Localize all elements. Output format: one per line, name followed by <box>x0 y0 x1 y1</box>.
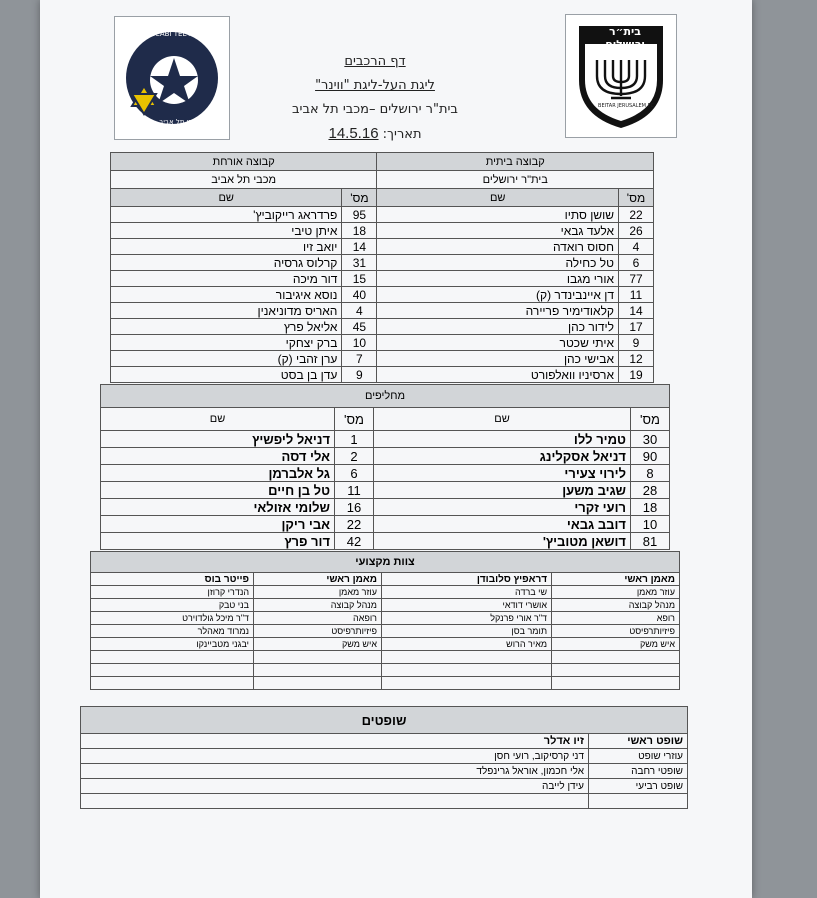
home-caption: קבוצה ביתית <box>377 153 654 171</box>
home-staff-name: דראפיץ סלובודן <box>381 573 551 586</box>
home-sub-number: 30 <box>631 431 670 448</box>
table-row <box>111 367 654 383</box>
referees-table <box>80 706 688 809</box>
away-player-name: פרדראג רייקוביץ' <box>111 207 342 223</box>
home-player-name: דן איינבינדר (ק) <box>377 287 619 303</box>
referee-name: עידן לייבה <box>81 779 589 794</box>
substitutes-table <box>100 384 670 550</box>
table-row <box>91 612 680 625</box>
match-date: 14.5.16 <box>328 125 379 142</box>
subs-home-num-header: מס' <box>631 408 670 431</box>
home-player-number: 4 <box>619 239 654 255</box>
home-staff-role <box>552 664 680 677</box>
away-sub-name: דניאל ליפשיץ <box>101 431 335 448</box>
away-staff-role: רופאה <box>254 612 382 625</box>
home-staff-role: מנהל קבוצה <box>552 599 680 612</box>
home-sub-number: 18 <box>631 499 670 516</box>
home-player-name: אבישי כהן <box>377 351 619 367</box>
away-sub-name: גל אלברמן <box>101 465 335 482</box>
league-name: ליגת העל-ליגת "ווינר" <box>315 78 435 93</box>
away-staff-role: איש משק <box>254 638 382 651</box>
home-sub-name: דושאן מטוביץ' <box>374 533 631 550</box>
table-row <box>91 573 680 586</box>
table-row <box>81 734 688 749</box>
home-player-number: 6 <box>619 255 654 271</box>
away-player-name: ברק יצחקי <box>111 335 342 351</box>
away-staff-name <box>91 664 254 677</box>
home-name-header: שם <box>377 189 619 207</box>
away-sub-name: דור פרץ <box>101 533 335 550</box>
referee-role: שופטי רחבה <box>589 764 688 779</box>
table-row <box>111 335 654 351</box>
table-row <box>91 664 680 677</box>
lineups-table <box>110 152 654 383</box>
referees-caption: שופטים <box>81 707 688 734</box>
sheet-header <box>240 52 510 149</box>
referee-role: עוזרי שופט <box>589 749 688 764</box>
away-player-number: 4 <box>342 303 377 319</box>
home-sub-number: 10 <box>631 516 670 533</box>
table-row <box>91 599 680 612</box>
away-staff-role: מאמן ראשי <box>254 573 382 586</box>
home-sub-name: לירוי צעירי <box>374 465 631 482</box>
table-row <box>81 794 688 809</box>
table-row <box>81 749 688 764</box>
away-player-number: 10 <box>342 335 377 351</box>
away-player-number: 40 <box>342 287 377 303</box>
away-team-name: מכבי תל אביב <box>111 171 377 189</box>
match-date-row <box>240 124 510 145</box>
table-row <box>91 638 680 651</box>
home-staff-name <box>381 677 551 690</box>
home-player-number: 17 <box>619 319 654 335</box>
table-row <box>111 271 654 287</box>
home-player-number: 9 <box>619 335 654 351</box>
away-staff-name: נמרוד מאהלר <box>91 625 254 638</box>
away-player-name: קרלוס גרסיה <box>111 255 342 271</box>
home-staff-name: ד"ר אורי פרנקל <box>381 612 551 625</box>
table-row <box>111 319 654 335</box>
away-staff-role: פיזיותרפיסט <box>254 625 382 638</box>
away-sub-number: 22 <box>335 516 374 533</box>
away-staff-role <box>254 677 382 690</box>
away-player-number: 9 <box>342 367 377 383</box>
home-sub-name: רועי זקרי <box>374 499 631 516</box>
away-sub-number: 42 <box>335 533 374 550</box>
table-row <box>101 516 670 533</box>
home-staff-role: מאמן ראשי <box>552 573 680 586</box>
home-staff-name <box>381 664 551 677</box>
referee-name: אלי חכמון, אוראל גרינפלד <box>81 764 589 779</box>
away-staff-name: בני טבק <box>91 599 254 612</box>
home-player-name: איתי שכטר <box>377 335 619 351</box>
referee-name: דני קרסיקוב, רועי חסן <box>81 749 589 764</box>
away-staff-role <box>254 664 382 677</box>
table-row <box>91 586 680 599</box>
table-row <box>101 465 670 482</box>
staff-caption: צוות מקצועי <box>91 552 680 573</box>
away-staff-name: ד"ר מיכל גולדוירט <box>91 612 254 625</box>
home-player-number: 12 <box>619 351 654 367</box>
home-sub-name: דובב גבאי <box>374 516 631 533</box>
away-player-number: 14 <box>342 239 377 255</box>
sheet-title: דף הרכבים <box>344 54 406 69</box>
away-sub-name: אבי ריקן <box>101 516 335 533</box>
away-staff-role <box>254 651 382 664</box>
home-player-number: 26 <box>619 223 654 239</box>
home-sub-name: שגיב משען <box>374 482 631 499</box>
away-player-number: 15 <box>342 271 377 287</box>
away-sub-number: 11 <box>335 482 374 499</box>
table-row <box>111 207 654 223</box>
referee-role <box>589 794 688 809</box>
table-row <box>101 448 670 465</box>
home-player-name: ארסיניו וואלפורט <box>377 367 619 383</box>
away-staff-name: הנדרי קרוזן <box>91 586 254 599</box>
home-player-name: קלאודימיר פריירה <box>377 303 619 319</box>
away-staff-name: פייטר בוס <box>91 573 254 586</box>
away-player-name: האריס מדוניאנין <box>111 303 342 319</box>
home-staff-name: מאיר הרוש <box>381 638 551 651</box>
maccabi-logo-text: MACCABI TEL-AVIV <box>139 30 205 38</box>
table-row <box>111 287 654 303</box>
home-num-header: מס' <box>619 189 654 207</box>
away-staff-role: מנהל קבוצה <box>254 599 382 612</box>
home-player-name: אלעד גבאי <box>377 223 619 239</box>
away-player-number: 31 <box>342 255 377 271</box>
home-player-number: 19 <box>619 367 654 383</box>
table-row <box>111 223 654 239</box>
home-player-name: חסוס רואדה <box>377 239 619 255</box>
home-player-name: טל כחילה <box>377 255 619 271</box>
away-player-name: ערן זהבי (ק) <box>111 351 342 367</box>
away-staff-name <box>91 651 254 664</box>
table-row <box>111 239 654 255</box>
referee-name <box>81 794 589 809</box>
away-player-number: 7 <box>342 351 377 367</box>
away-name-header: שם <box>111 189 342 207</box>
away-player-name: דור מיכה <box>111 271 342 287</box>
table-row <box>81 779 688 794</box>
subs-home-name-header: שם <box>374 408 631 431</box>
table-row <box>111 255 654 271</box>
home-player-number: 11 <box>619 287 654 303</box>
table-row <box>101 482 670 499</box>
subs-away-num-header: מס' <box>335 408 374 431</box>
home-staff-role: רופא <box>552 612 680 625</box>
table-row <box>101 431 670 448</box>
beitar-logo-sub: BEITAR JERUSALEM FC <box>598 103 654 109</box>
home-staff-name: אושרי דודאי <box>381 599 551 612</box>
table-row <box>91 625 680 638</box>
away-sub-number: 1 <box>335 431 374 448</box>
home-sub-number: 90 <box>631 448 670 465</box>
home-staff-role: פיזיותרפיסט <box>552 625 680 638</box>
table-row <box>91 677 680 690</box>
home-staff-role: עוזר מאמן <box>552 586 680 599</box>
home-staff-name: תומר בסן <box>381 625 551 638</box>
home-staff-role <box>552 651 680 664</box>
maccabi-logo-sub: מכבי תל אביב <box>159 118 201 126</box>
referee-name: זיו אדלר <box>81 734 589 749</box>
away-sub-name: שלומי אזולאי <box>101 499 335 516</box>
home-sub-name: דניאל אסקלינג <box>374 448 631 465</box>
away-staff-name <box>91 677 254 690</box>
away-player-name: אליאל פרץ <box>111 319 342 335</box>
away-player-number: 18 <box>342 223 377 239</box>
table-row <box>111 351 654 367</box>
away-staff-name: יבגני מטביינקו <box>91 638 254 651</box>
home-staff-role <box>552 677 680 690</box>
away-player-number: 45 <box>342 319 377 335</box>
away-sub-number: 16 <box>335 499 374 516</box>
away-caption: קבוצה אורחת <box>111 153 377 171</box>
maccabi-crest-icon <box>122 28 222 128</box>
away-sub-number: 2 <box>335 448 374 465</box>
home-player-name: אורי מגבו <box>377 271 619 287</box>
home-sub-name: טמיר ללו <box>374 431 631 448</box>
away-player-name: נוסא איגיבור <box>111 287 342 303</box>
home-player-name: שושן סתיו <box>377 207 619 223</box>
table-row <box>111 303 654 319</box>
away-sub-number: 6 <box>335 465 374 482</box>
home-player-name: לידור כהן <box>377 319 619 335</box>
home-sub-number: 28 <box>631 482 670 499</box>
date-label: תאריך: <box>382 127 422 142</box>
referee-role: שופט רביעי <box>589 779 688 794</box>
home-player-number: 77 <box>619 271 654 287</box>
away-player-name: יואב זיו <box>111 239 342 255</box>
away-player-number: 95 <box>342 207 377 223</box>
home-team-name: בית"ר ירושלים <box>377 171 654 189</box>
table-row <box>91 651 680 664</box>
home-staff-name: שי ברדה <box>381 586 551 599</box>
table-row <box>81 764 688 779</box>
home-sub-number: 8 <box>631 465 670 482</box>
home-staff-name <box>381 651 551 664</box>
away-num-header: מס' <box>342 189 377 207</box>
subs-away-name-header: שם <box>101 408 335 431</box>
referee-role: שופט ראשי <box>589 734 688 749</box>
home-sub-number: 81 <box>631 533 670 550</box>
home-player-number: 14 <box>619 303 654 319</box>
home-player-number: 22 <box>619 207 654 223</box>
table-row <box>101 533 670 550</box>
table-row <box>101 499 670 516</box>
away-staff-role: עוזר מאמן <box>254 586 382 599</box>
away-player-name: איתן טיבי <box>111 223 342 239</box>
away-sub-name: אלי דסה <box>101 448 335 465</box>
match-name: בית"ר ירושלים –מכבי תל אביב <box>292 102 458 117</box>
beitar-logo-text: בית״ר ירושלים <box>605 25 645 51</box>
subs-caption: מחליפים <box>101 385 670 408</box>
away-sub-name: טל בן חיים <box>101 482 335 499</box>
staff-table <box>90 551 680 690</box>
away-player-name: עדן בן בסט <box>111 367 342 383</box>
home-staff-role: איש משק <box>552 638 680 651</box>
